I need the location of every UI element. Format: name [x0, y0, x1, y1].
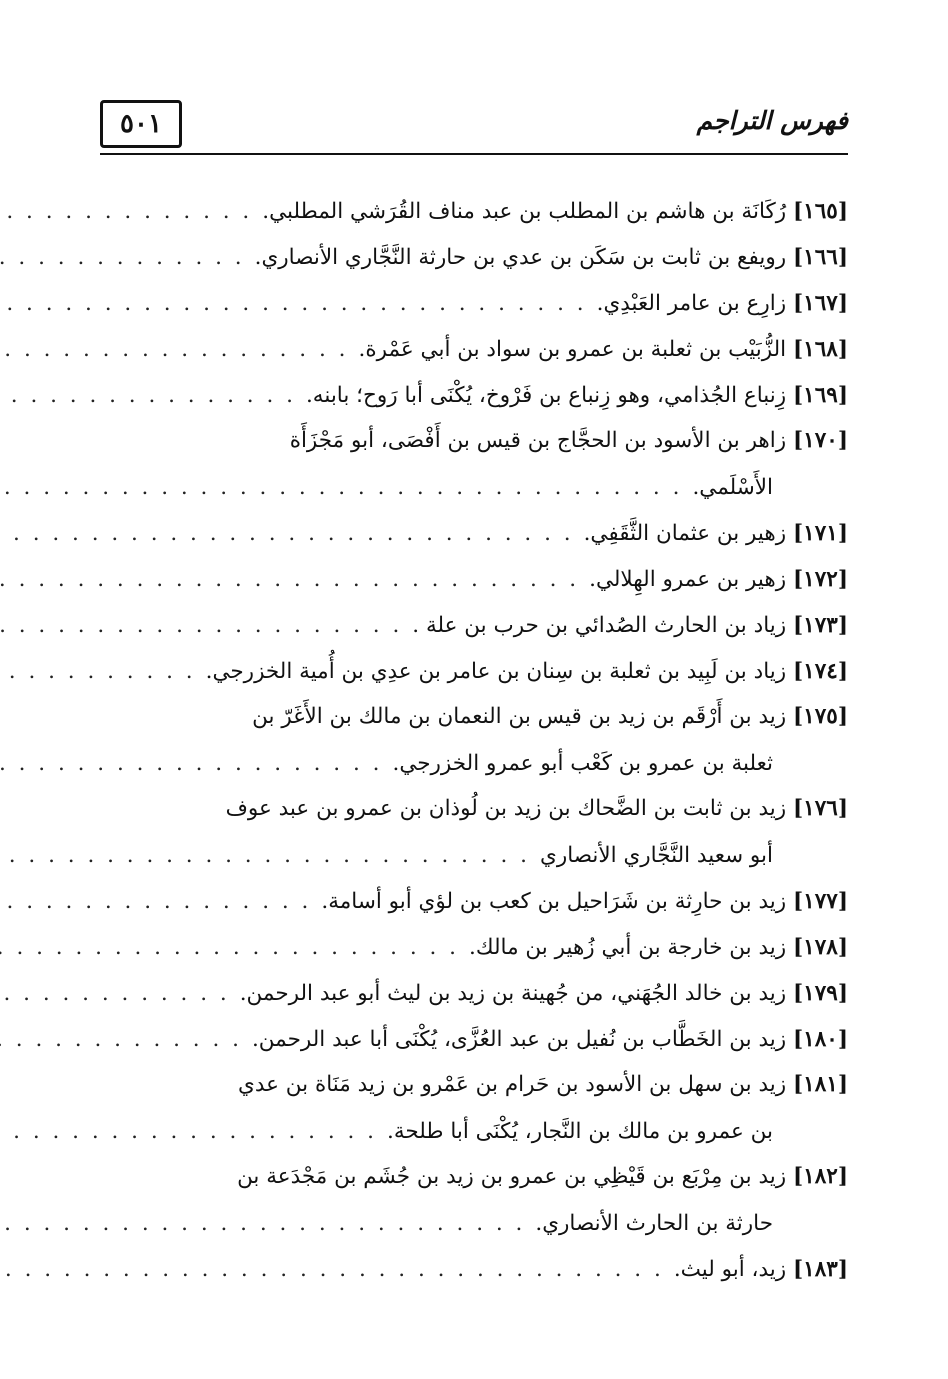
entry-name: زِنباع الجُذامي، وهو زِنباع بن فَرْوخ، يُكْنَى أبا رَوح؛ بابنه.	[305, 383, 787, 408]
dot-leader	[0, 327, 348, 373]
index-entry	[100, 556, 848, 602]
index-entry	[100, 372, 848, 418]
dot-leader	[0, 971, 230, 1017]
entry-number: [١٦٥]	[792, 199, 848, 224]
index-entry	[100, 510, 848, 556]
entry-name: زيد، أبو ليث.	[673, 1257, 787, 1282]
entry-name: زيد بن سهل بن الأسود بن حَرام بن عَمْرو بن زيد مَنَاة بن عدي	[238, 1072, 787, 1097]
entry-number: [١٧٣]	[792, 613, 848, 638]
entry-name: زيد بن أَرْقَم بن زيد بن قيس بن النعمان بن مالك بن الأَغَرّ بن	[252, 704, 787, 729]
entry-name: أبو سعيد النَّجَّاري الأنصاري	[539, 843, 773, 868]
dot-leader	[0, 649, 196, 695]
entry-number: [١٦٦]	[792, 245, 848, 270]
entry-name: زيد بن خالد الجُهَني، من جُهينة بن زيد بن ليث أبو عبد الرحمن.	[239, 981, 787, 1006]
index-entry	[100, 280, 848, 326]
index-entry	[100, 188, 848, 234]
entry-name: رويفع بن ثابت بن سَكَن بن عدي بن حارثة النَّجَّاري الأنصاري.	[254, 245, 787, 270]
index-entry	[100, 1154, 848, 1200]
entry-number: [١٧٤]	[792, 659, 848, 684]
dot-leader	[0, 465, 682, 511]
dot-leader	[0, 281, 587, 327]
index-entry	[100, 326, 848, 372]
entry-name: زيد بن مِرْبَع بن قَيْظِي بن عمرو بن زيد بن جُشَم بن مَجْدَعة بن	[237, 1164, 787, 1189]
running-title: فهرس التراجم	[696, 106, 848, 135]
dot-leader	[0, 603, 402, 649]
index-entry	[100, 1062, 848, 1108]
entry-number: [١٦٧]	[792, 291, 848, 316]
dot-leader	[0, 1109, 377, 1155]
entry-number: [١٧٦]	[792, 796, 848, 821]
entry-number: [١٦٩]	[792, 383, 848, 408]
dot-leader	[0, 1247, 664, 1293]
entry-number: [١٨١]	[792, 1072, 848, 1097]
page-header	[100, 100, 848, 160]
entry-number: [١٨٢]	[792, 1164, 848, 1189]
entry-number: [١٧٥]	[792, 704, 848, 729]
entry-name: الأَسْلَمي.	[692, 475, 773, 500]
entry-number: [١٨٣]	[792, 1257, 848, 1282]
page-number-box	[100, 100, 182, 148]
index-entry	[100, 924, 848, 970]
index-list	[100, 188, 848, 1292]
entry-number: [١٦٨]	[792, 337, 848, 362]
index-entry	[100, 234, 848, 280]
dot-leader	[0, 879, 311, 925]
entry-name: زياد بن الحارث الصُدائي بن حرب بن علة .	[412, 613, 787, 638]
entry-number: [١٧٨]	[792, 935, 848, 960]
dot-leader	[0, 557, 579, 603]
entry-name: حارثة بن الحارث الأنصاري.	[535, 1211, 773, 1236]
dot-leader	[0, 189, 252, 235]
index-entry	[100, 694, 848, 740]
index-entry	[100, 418, 848, 464]
index-entry	[100, 970, 848, 1016]
entry-number: [١٨٠]	[792, 1027, 848, 1052]
index-entry	[100, 878, 848, 924]
entry-name: زيد بن ثابت بن الضَّحاك بن زيد بن لُوذان بن عمرو بن عبد عوف	[225, 796, 787, 821]
index-entry	[100, 602, 848, 648]
entry-name: زيد بن الخَطَّاب بن نُفيل بن عبد العُزَّى، يُكْنَى أبا عبد الرحمن.	[251, 1027, 787, 1052]
dot-leader	[0, 1017, 242, 1063]
header-rule	[100, 153, 848, 155]
entry-number: [١٧٠]	[792, 428, 848, 453]
entry-number: [١٧٢]	[792, 567, 848, 592]
entry-name: زهير بن عمرو الهِلالي.	[589, 567, 787, 592]
dot-leader	[0, 1201, 525, 1247]
dot-leader	[0, 741, 382, 787]
entry-name: ثعلبة بن عمرو بن كَعْب أبو عمرو الخزرجي.	[392, 751, 773, 776]
entry-name: زاهر بن الأسود بن الحجَّاج بن قيس بن أَفْصَى، أبو مَجْزَأَة	[289, 428, 787, 453]
entry-name: بن عمرو بن مالك بن النَّجار، يُكْنَى أبا طلحة.	[387, 1119, 773, 1144]
dot-leader	[0, 235, 245, 281]
entry-number: [١٧١]	[792, 521, 848, 546]
index-entry	[100, 1016, 848, 1062]
index-entry	[100, 648, 848, 694]
index-entry	[100, 1246, 848, 1292]
index-entry-continuation	[100, 740, 848, 786]
entry-name: زياد بن لَبِيد بن ثعلبة بن سِنان بن عامر بن عدِي بن أُمية الخزرجي.	[205, 659, 787, 684]
dot-leader	[0, 373, 296, 419]
dot-leader	[0, 833, 530, 879]
entry-name: زيد بن حارِثة بن شَرَاحيل بن كعب بن لؤي أبو أسامة.	[321, 889, 787, 914]
entry-name: الزُّبَيْب بن ثعلبة بن عمرو بن سواد بن أبي عَمْرة.	[358, 337, 787, 362]
entry-number: [١٧٩]	[792, 981, 848, 1006]
entry-number: [١٧٧]	[792, 889, 848, 914]
entry-name: زيد بن خارجة بن أبي زُهير بن مالك.	[469, 935, 787, 960]
entry-name: زارِع بن عامر العَبْدِي.	[596, 291, 787, 316]
page-number: ٥٠١	[120, 109, 162, 139]
index-entry	[100, 786, 848, 832]
index-entry-continuation	[100, 832, 848, 878]
dot-leader	[0, 925, 459, 971]
entry-name: زهير بن عثمان الثَّقَفِي.	[583, 521, 787, 546]
entry-name: رُكَانَة بن هاشم بن المطلب بن عبد مناف القُرَشي المطلبي.	[262, 199, 787, 224]
index-entry-continuation	[100, 464, 848, 510]
dot-leader	[0, 511, 574, 557]
index-entry-continuation	[100, 1200, 848, 1246]
index-entry-continuation	[100, 1108, 848, 1154]
